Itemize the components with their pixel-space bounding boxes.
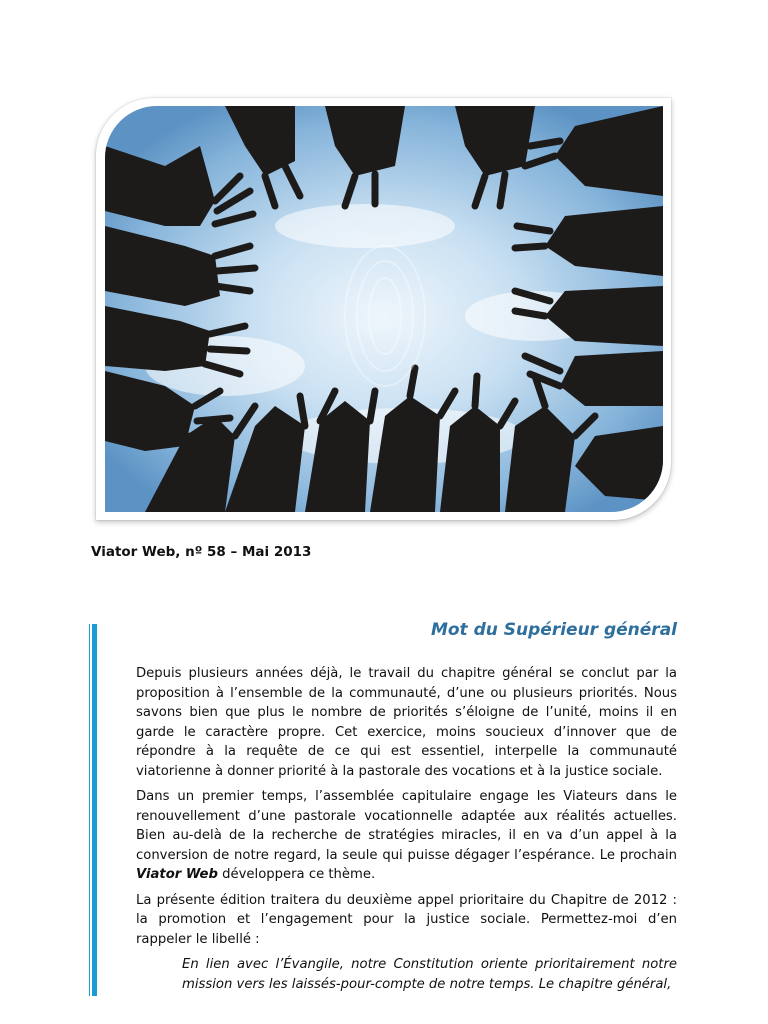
paragraph-2-end: développera ce thème.	[217, 867, 376, 882]
accent-bar	[92, 624, 97, 996]
paragraph-1: Depuis plusieurs années déjà, le travail du chapitre général se conclut par la proposition à l’ensemble de la communauté, d’une ou plusieurs priorités. Nous savons bien que plus le nombre de priorités s’éloigne de l’unité, moins il en garde le caractère propre. Cet exercice, moins soucieux d’innover que de répondre à la requête de ce qui est essentiel, interpelle la communauté viatorienne à donner priorité à la pastorale des vocations et à la justice sociale.	[136, 666, 677, 779]
accent-bar-thin	[89, 624, 90, 996]
hero-photo-hands-circle	[105, 106, 663, 512]
paragraph-3: La présente édition traitera du deuxième appel prioritaire du Chapitre de 2012 : la promotion et l’engagement pour la justice sociale. Permettez-moi d’en rappeler le libellé :	[136, 892, 677, 947]
article-body	[136, 664, 677, 994]
paragraph-2	[136, 787, 677, 885]
quote-paragraph: En lien avec l’Évangile, notre Constitution oriente prioritairement notre mission vers les laissés-pour-compte de notre temps. Le chapitre général,	[182, 957, 677, 992]
hands-circle-illustration	[105, 106, 663, 512]
paragraph-2-text: Dans un premier temps, l’assemblée capitulaire engage les Viateurs dans le renouvellement d’une pastorale vocationnelle adaptée aux réalités actuelles. Bien au-delà de la recherche de stratégies miracles, il en va d’un appel à la conversion de notre regard, la seule qui puisse dégager l’espérance. Le prochain	[136, 789, 677, 863]
publication-name: Viator Web	[136, 867, 218, 882]
issue-line: Viator Web, nº 58 – Mai 2013	[91, 544, 312, 560]
section-title: Mot du Supérieur général	[430, 620, 677, 640]
